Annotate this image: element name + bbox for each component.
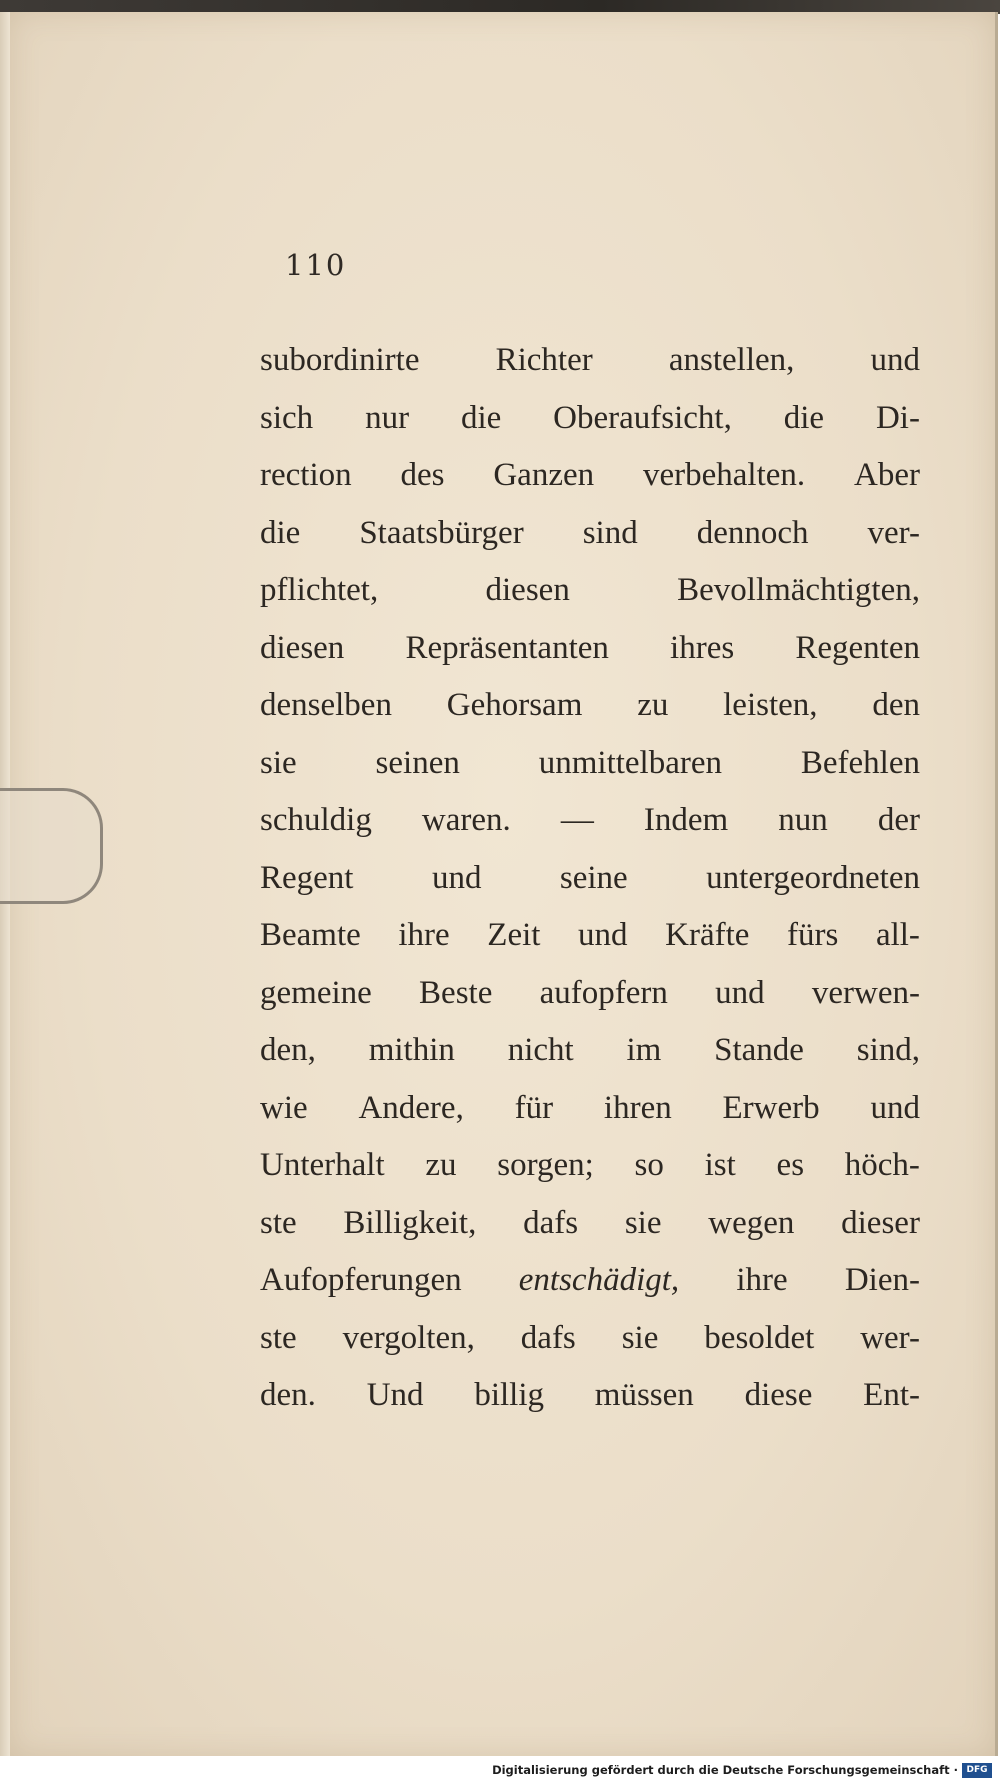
word: ihres xyxy=(670,629,735,666)
word: den, xyxy=(260,1032,316,1068)
word: Ganzen xyxy=(493,457,595,493)
word: untergeordneten xyxy=(706,859,920,896)
word: ver- xyxy=(867,514,920,551)
word: Regent xyxy=(260,859,354,896)
word: Richter xyxy=(495,342,593,378)
word: höch- xyxy=(844,1147,920,1183)
text-line xyxy=(260,1022,920,1080)
word: Stande xyxy=(714,1032,804,1068)
body-text xyxy=(260,332,920,1425)
word: Staatsbürger xyxy=(359,514,524,551)
word: Dien- xyxy=(844,1262,920,1298)
word: der xyxy=(877,802,920,838)
word: es xyxy=(776,1147,805,1183)
word: die xyxy=(783,399,825,436)
word: sind xyxy=(582,514,638,551)
word: wer- xyxy=(860,1319,920,1356)
word: ist xyxy=(704,1147,736,1183)
word: die xyxy=(260,514,301,551)
word: Regenten xyxy=(795,629,920,666)
word: Andere, xyxy=(358,1089,464,1126)
word: diesen xyxy=(485,572,570,608)
word: den xyxy=(872,687,920,723)
text-line xyxy=(260,735,920,793)
word: Aufopferungen xyxy=(260,1262,462,1298)
word: anstellen, xyxy=(668,342,795,378)
word: fürs xyxy=(787,917,839,953)
word: Beamte xyxy=(260,917,361,953)
word: müssen xyxy=(594,1377,694,1413)
word: gemeine xyxy=(260,974,372,1011)
text-line xyxy=(260,1080,920,1138)
dfg-logo-icon: DFG xyxy=(962,1763,992,1778)
text-line xyxy=(260,1310,920,1368)
word: schuldig xyxy=(260,802,372,838)
word: vergolten, xyxy=(342,1319,475,1356)
word: zu xyxy=(637,687,669,723)
word: zu xyxy=(425,1147,457,1183)
word: und xyxy=(870,342,920,378)
word: die xyxy=(460,399,502,436)
word: sie xyxy=(621,1319,659,1356)
word: des xyxy=(400,457,445,493)
word: dieser xyxy=(841,1204,920,1241)
word: ihre xyxy=(398,917,450,953)
word: ihre xyxy=(736,1262,788,1298)
word: Erwerb xyxy=(722,1089,820,1126)
word: rection xyxy=(260,457,352,493)
word: Repräsentanten xyxy=(405,629,609,666)
word: wie xyxy=(260,1089,308,1126)
bookmark-ribbon xyxy=(0,788,103,904)
word: sind, xyxy=(856,1032,920,1068)
word: dennoch xyxy=(696,514,809,551)
word: für xyxy=(514,1089,554,1126)
page-number: 110 xyxy=(285,248,347,282)
word: dafs xyxy=(520,1319,576,1356)
word: Und xyxy=(366,1377,424,1413)
word: subordinirte xyxy=(260,342,420,378)
word: so xyxy=(634,1147,664,1183)
word: und xyxy=(715,974,765,1011)
word: diesen xyxy=(260,629,345,666)
word: Befehlen xyxy=(800,744,920,781)
word: denselben xyxy=(260,687,392,723)
word: Bevollmächtigten, xyxy=(677,572,920,608)
word: Gehorsam xyxy=(446,687,583,723)
text-line xyxy=(260,1137,920,1195)
book-page xyxy=(8,12,998,1756)
word: Billigkeit, xyxy=(343,1204,477,1241)
word: aufopfern xyxy=(539,974,668,1011)
text-line xyxy=(260,965,920,1023)
word: Di- xyxy=(875,399,920,436)
word: ste xyxy=(260,1319,297,1356)
word: dafs xyxy=(523,1204,579,1241)
word: im xyxy=(626,1032,662,1068)
word: seine xyxy=(559,859,628,896)
word: sorgen; xyxy=(497,1147,594,1183)
text-line xyxy=(260,907,920,965)
text-line xyxy=(260,1367,920,1425)
word: Zeit xyxy=(487,917,541,953)
text-line xyxy=(260,447,920,505)
word: Beste xyxy=(419,974,493,1011)
text-line xyxy=(260,562,920,620)
word: nur xyxy=(365,399,410,436)
text-line xyxy=(260,332,920,390)
word: Ent- xyxy=(863,1377,920,1413)
word: seinen xyxy=(375,744,460,781)
word: sie xyxy=(260,744,297,781)
word: verwen- xyxy=(811,974,920,1011)
word: nun xyxy=(778,802,828,838)
word: Oberaufsicht, xyxy=(553,399,732,436)
word: und xyxy=(870,1089,920,1126)
word: leisten, xyxy=(723,687,818,723)
footer-bar xyxy=(0,1760,1000,1783)
word: entschädigt, xyxy=(518,1262,680,1298)
word: diese xyxy=(744,1377,813,1413)
word: wegen xyxy=(708,1204,795,1241)
word: und xyxy=(578,917,628,953)
word: ste xyxy=(260,1204,297,1241)
word: Kräfte xyxy=(665,917,750,953)
word: den. xyxy=(260,1377,316,1413)
text-line xyxy=(260,677,920,735)
text-line xyxy=(260,1195,920,1253)
word: nicht xyxy=(507,1032,574,1068)
word: all- xyxy=(875,917,920,953)
word: waren. xyxy=(421,802,511,838)
text-line xyxy=(260,850,920,908)
word: ihren xyxy=(603,1089,672,1126)
word: mithin xyxy=(368,1032,455,1068)
word: verbehalten. xyxy=(642,457,806,493)
word: pflichtet, xyxy=(260,572,379,608)
text-line xyxy=(260,505,920,563)
word: Unterhalt xyxy=(260,1147,385,1183)
text-line xyxy=(260,1252,920,1310)
word: Indem xyxy=(643,802,729,838)
funding-credit: Digitalisierung gefördert durch die Deutsche Forschungsgemeinschaft · xyxy=(492,1763,958,1777)
word: unmittelbaren xyxy=(538,744,723,781)
word: sie xyxy=(624,1204,662,1241)
word: sich xyxy=(260,399,314,436)
word: billig xyxy=(474,1377,544,1413)
word: besoldet xyxy=(704,1319,815,1356)
text-line xyxy=(260,390,920,448)
text-line xyxy=(260,792,920,850)
text-line xyxy=(260,620,920,678)
word: — xyxy=(560,802,594,838)
word: Aber xyxy=(854,457,920,493)
word: und xyxy=(431,859,482,896)
